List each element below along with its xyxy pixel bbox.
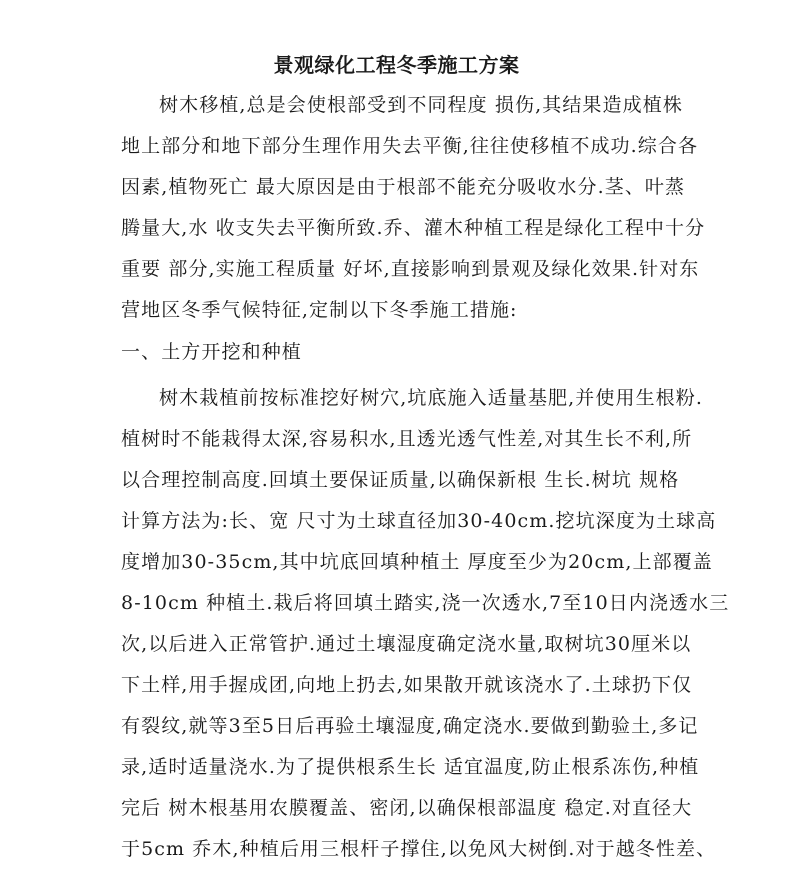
paragraph-line: 营地区冬季气候特征,定制以下冬季施工措施: [121,299,518,321]
paragraph-line: 植树时不能栽得太深,容易积水,且透光透气性差,对其生长不利,所 [121,428,693,450]
paragraph-line: 度增加30-35cm,其中坑底回填种植土 厚度至少为20cm,上部覆盖 [121,551,713,573]
section-heading: 一、土方开挖和种植 [121,341,302,363]
paragraph-line: 计算方法为:长、宽 尺寸为土球直径加30-40cm.挖坑深度为土球高 [121,510,717,532]
paragraph-line: 次,以后进入正常管护.通过土壤湿度确定浇水量,取树坑30厘米以 [121,633,692,655]
paragraph-line: 下土样,用手握成团,向地上扔去,如果散开就该浇水了.土球扔下仅 [121,674,693,696]
paragraph-line: 录,适时适量浇水.为了提供根系生长 适宜温度,防止根系冻伤,种植 [121,756,700,778]
paragraph-line: 重要 部分,实施工程质量 好坏,直接影响到景观及绿化效果.针对东 [121,258,700,280]
paragraph-line: 完后 树木根基用农膜覆盖、密闭,以确保根部温度 稳定.对直径大 [121,797,693,819]
paragraph-line: 树木栽植前按标准挖好树穴,坑底施入适量基肥,并使用生根粉. [159,387,704,409]
paragraph-line: 以合理控制高度.回填土要保证质量,以确保新根 生长.树坑 规格 [121,469,680,491]
paragraph-line: 腾量大,水 收支失去平衡所致.乔、灌木种植工程是绿化工程中十分 [121,217,706,239]
paragraph-line: 地上部分和地下部分生理作用失去平衡,往往使移植不成功.综合各 [121,135,699,157]
paragraph-line: 有裂纹,就等3至5日后再验土壤湿度,确定浇水.要做到勤验土,多记 [121,715,699,737]
paragraph-line: 8-10cm 种植土.栽后将回填土踏实,浇一次透水,7至10日内浇透水三 [121,592,730,614]
document-title: 景观绿化工程冬季施工方案 [273,53,520,77]
paragraph-line: 树木移植,总是会使根部受到不同程度 损伤,其结果造成植株 [159,94,683,116]
paragraph-line: 于5cm 乔木,种植后用三根杆子撑住,以免风大树倒.对于越冬性差、 [121,838,717,860]
paragraph-line: 因素,植物死亡 最大原因是由于根部不能充分吸收水分.茎、叶蒸 [121,176,686,198]
